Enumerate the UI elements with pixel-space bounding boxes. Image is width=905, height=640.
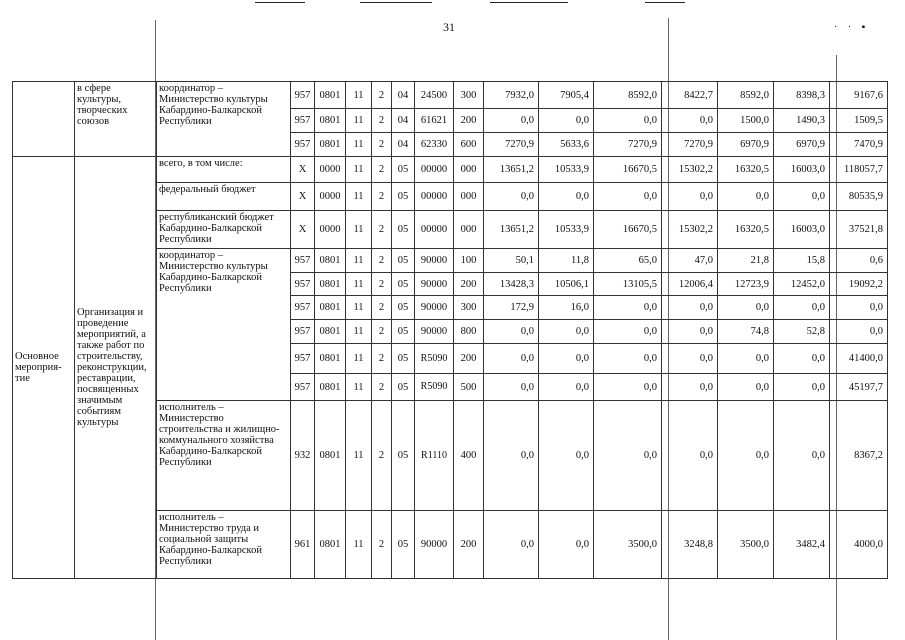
code-section: 0801 bbox=[315, 511, 346, 579]
code-section: 0801 bbox=[315, 374, 346, 401]
value-cell: 1490,3 bbox=[774, 109, 830, 133]
scan-mark: · · ▪ bbox=[834, 22, 870, 33]
executor-cell: исполнитель – Министерство строительства и жилищно-коммунального хозяйства Кабардино-Балкарской Республики bbox=[157, 401, 291, 511]
value-cell: 0,0 bbox=[662, 296, 718, 320]
executor-cell: всего, в том числе: bbox=[157, 157, 291, 183]
value-cell: 0,0 bbox=[774, 344, 830, 374]
code-event: 05 bbox=[392, 249, 415, 273]
code-event: 04 bbox=[392, 82, 415, 109]
value-cell: 21,8 bbox=[718, 249, 774, 273]
code-gov: Х bbox=[291, 157, 315, 183]
code-gov: 957 bbox=[291, 296, 315, 320]
code-section: 0801 bbox=[315, 82, 346, 109]
value-cell: 0,0 bbox=[484, 374, 539, 401]
code-event: 05 bbox=[392, 374, 415, 401]
code-section: 0801 bbox=[315, 133, 346, 157]
code-gov: 932 bbox=[291, 401, 315, 511]
value-cell: 0,0 bbox=[484, 511, 539, 579]
code-expense-type: 300 bbox=[454, 296, 484, 320]
value-cell: 0,0 bbox=[594, 183, 662, 211]
value-cell: 12006,4 bbox=[662, 273, 718, 296]
value-cell: 8367,2 bbox=[830, 401, 888, 511]
code-section: 0801 bbox=[315, 320, 346, 344]
code-event: 05 bbox=[392, 296, 415, 320]
code-gov: 957 bbox=[291, 374, 315, 401]
code-subprogram: 2 bbox=[372, 296, 392, 320]
value-cell: 0,0 bbox=[594, 401, 662, 511]
code-direction: 00000 bbox=[415, 211, 454, 249]
code-subprogram: 2 bbox=[372, 109, 392, 133]
code-gov: 957 bbox=[291, 82, 315, 109]
code-section: 0000 bbox=[315, 157, 346, 183]
executor-cell: координатор – Министерство культуры Кабардино-Балкарской Республики bbox=[157, 82, 291, 157]
value-cell: 0,0 bbox=[539, 320, 594, 344]
code-event: 05 bbox=[392, 320, 415, 344]
value-cell: 41400,0 bbox=[830, 344, 888, 374]
value-cell: 0,0 bbox=[539, 511, 594, 579]
code-gov: 957 bbox=[291, 344, 315, 374]
event-description: Организация и проведение мероприятий, а также работ по строительству, реконструкции, реставрации, посвященных значимым событиям культуры bbox=[75, 157, 157, 579]
value-cell: 0,0 bbox=[594, 320, 662, 344]
header-rule bbox=[360, 2, 432, 3]
value-cell: 15,8 bbox=[774, 249, 830, 273]
code-direction: 24500 bbox=[415, 82, 454, 109]
code-section: 0000 bbox=[315, 183, 346, 211]
code-section: 0801 bbox=[315, 273, 346, 296]
code-direction: 90000 bbox=[415, 296, 454, 320]
value-cell: 52,8 bbox=[774, 320, 830, 344]
value-cell: 0,0 bbox=[594, 109, 662, 133]
code-expense-type: 800 bbox=[454, 320, 484, 344]
value-cell: 10506,1 bbox=[539, 273, 594, 296]
value-cell: 7270,9 bbox=[662, 133, 718, 157]
value-cell: 45197,7 bbox=[830, 374, 888, 401]
value-cell: 7270,9 bbox=[484, 133, 539, 157]
row-title bbox=[13, 82, 75, 157]
code-expense-type: 400 bbox=[454, 401, 484, 511]
value-cell: 11,8 bbox=[539, 249, 594, 273]
value-cell: 16320,5 bbox=[718, 211, 774, 249]
code-direction: 00000 bbox=[415, 183, 454, 211]
code-expense-type: 000 bbox=[454, 157, 484, 183]
value-cell: 0,0 bbox=[539, 183, 594, 211]
code-direction: 00000 bbox=[415, 157, 454, 183]
code-gov: 961 bbox=[291, 511, 315, 579]
code-expense-type: 000 bbox=[454, 211, 484, 249]
table-row bbox=[13, 157, 888, 183]
value-cell: 0,0 bbox=[484, 401, 539, 511]
code-direction: 62330 bbox=[415, 133, 454, 157]
executor-cell: исполнитель – Министерство труда и социальной защиты Кабардино-Балкарской Республики bbox=[157, 511, 291, 579]
code-program: 11 bbox=[346, 157, 372, 183]
code-gov: 957 bbox=[291, 249, 315, 273]
header-rule bbox=[645, 2, 685, 3]
value-cell: 0,0 bbox=[774, 401, 830, 511]
value-cell: 65,0 bbox=[594, 249, 662, 273]
value-cell: 19092,2 bbox=[830, 273, 888, 296]
executor-cell: республиканский бюджет Кабардино-Балкарской Республики bbox=[157, 211, 291, 249]
value-cell: 3500,0 bbox=[718, 511, 774, 579]
executor-cell: координатор – Министерство культуры Кабардино-Балкарской Республики bbox=[157, 249, 291, 401]
value-cell: 15302,2 bbox=[662, 211, 718, 249]
code-expense-type: 200 bbox=[454, 511, 484, 579]
code-direction: R5090 bbox=[415, 344, 454, 374]
value-cell: 50,1 bbox=[484, 249, 539, 273]
code-section: 0801 bbox=[315, 249, 346, 273]
code-direction: 90000 bbox=[415, 320, 454, 344]
code-subprogram: 2 bbox=[372, 511, 392, 579]
value-cell: 0,0 bbox=[594, 296, 662, 320]
value-cell: 37521,8 bbox=[830, 211, 888, 249]
code-program: 11 bbox=[346, 133, 372, 157]
value-cell: 8592,0 bbox=[718, 82, 774, 109]
value-cell: 4000,0 bbox=[830, 511, 888, 579]
code-subprogram: 2 bbox=[372, 249, 392, 273]
value-cell: 0,0 bbox=[718, 401, 774, 511]
value-cell: 12723,9 bbox=[718, 273, 774, 296]
value-cell: 3248,8 bbox=[662, 511, 718, 579]
value-cell: 172,9 bbox=[484, 296, 539, 320]
code-program: 11 bbox=[346, 273, 372, 296]
code-subprogram: 2 bbox=[372, 157, 392, 183]
code-gov: 957 bbox=[291, 133, 315, 157]
code-subprogram: 2 bbox=[372, 344, 392, 374]
value-cell: 0,0 bbox=[718, 183, 774, 211]
executor-cell: федеральный бюджет bbox=[157, 183, 291, 211]
value-cell: 6970,9 bbox=[774, 133, 830, 157]
code-event: 05 bbox=[392, 273, 415, 296]
value-cell: 0,0 bbox=[774, 296, 830, 320]
code-subprogram: 2 bbox=[372, 133, 392, 157]
value-cell: 0,0 bbox=[484, 109, 539, 133]
value-cell: 0,0 bbox=[662, 109, 718, 133]
code-section: 0801 bbox=[315, 401, 346, 511]
value-cell: 0,0 bbox=[539, 374, 594, 401]
event-description: в сфере культуры, творческих союзов bbox=[75, 82, 157, 157]
value-cell: 0,0 bbox=[484, 344, 539, 374]
value-cell: 1509,5 bbox=[830, 109, 888, 133]
value-cell: 0,0 bbox=[539, 401, 594, 511]
value-cell: 5633,6 bbox=[539, 133, 594, 157]
value-cell: 3482,4 bbox=[774, 511, 830, 579]
code-program: 11 bbox=[346, 344, 372, 374]
value-cell: 0,0 bbox=[662, 183, 718, 211]
code-event: 05 bbox=[392, 183, 415, 211]
value-cell: 16003,0 bbox=[774, 157, 830, 183]
value-cell: 13651,2 bbox=[484, 157, 539, 183]
code-expense-type: 200 bbox=[454, 344, 484, 374]
code-section: 0801 bbox=[315, 296, 346, 320]
value-cell: 7932,0 bbox=[484, 82, 539, 109]
code-section: 0801 bbox=[315, 109, 346, 133]
code-event: 05 bbox=[392, 344, 415, 374]
value-cell: 0,0 bbox=[539, 109, 594, 133]
value-cell: 7905,4 bbox=[539, 82, 594, 109]
code-event: 05 bbox=[392, 511, 415, 579]
value-cell: 3500,0 bbox=[594, 511, 662, 579]
code-program: 11 bbox=[346, 211, 372, 249]
code-section: 0000 bbox=[315, 211, 346, 249]
page-number: 31 bbox=[443, 20, 455, 34]
value-cell: 15302,2 bbox=[662, 157, 718, 183]
value-cell: 0,0 bbox=[830, 320, 888, 344]
code-gov: 957 bbox=[291, 320, 315, 344]
code-direction: 90000 bbox=[415, 273, 454, 296]
header-rule bbox=[490, 2, 568, 3]
code-event: 05 bbox=[392, 157, 415, 183]
value-cell: 0,0 bbox=[662, 320, 718, 344]
code-expense-type: 600 bbox=[454, 133, 484, 157]
code-program: 11 bbox=[346, 374, 372, 401]
code-program: 11 bbox=[346, 401, 372, 511]
code-event: 04 bbox=[392, 109, 415, 133]
code-expense-type: 100 bbox=[454, 249, 484, 273]
code-program: 11 bbox=[346, 82, 372, 109]
value-cell: 0,0 bbox=[718, 344, 774, 374]
table-row bbox=[13, 82, 888, 109]
value-cell: 10533,9 bbox=[539, 211, 594, 249]
value-cell: 8422,7 bbox=[662, 82, 718, 109]
code-program: 11 bbox=[346, 296, 372, 320]
value-cell: 16003,0 bbox=[774, 211, 830, 249]
value-cell: 0,0 bbox=[774, 183, 830, 211]
code-subprogram: 2 bbox=[372, 320, 392, 344]
value-cell: 0,0 bbox=[774, 374, 830, 401]
budget-table bbox=[12, 81, 888, 579]
value-cell: 0,0 bbox=[594, 344, 662, 374]
value-cell: 16320,5 bbox=[718, 157, 774, 183]
value-cell: 10533,9 bbox=[539, 157, 594, 183]
value-cell: 6970,9 bbox=[718, 133, 774, 157]
code-gov: Х bbox=[291, 183, 315, 211]
code-program: 11 bbox=[346, 183, 372, 211]
header-rule bbox=[255, 2, 305, 3]
value-cell: 13105,5 bbox=[594, 273, 662, 296]
value-cell: 12452,0 bbox=[774, 273, 830, 296]
value-cell: 0,0 bbox=[662, 344, 718, 374]
value-cell: 8398,3 bbox=[774, 82, 830, 109]
code-direction: R1110 bbox=[415, 401, 454, 511]
code-expense-type: 300 bbox=[454, 82, 484, 109]
value-cell: 8592,0 bbox=[594, 82, 662, 109]
code-subprogram: 2 bbox=[372, 374, 392, 401]
value-cell: 7470,9 bbox=[830, 133, 888, 157]
code-subprogram: 2 bbox=[372, 183, 392, 211]
value-cell: 13428,3 bbox=[484, 273, 539, 296]
value-cell: 0,0 bbox=[484, 183, 539, 211]
value-cell: 0,0 bbox=[484, 320, 539, 344]
code-expense-type: 200 bbox=[454, 273, 484, 296]
value-cell: 16670,5 bbox=[594, 157, 662, 183]
value-cell: 0,0 bbox=[662, 401, 718, 511]
value-cell: 0,0 bbox=[662, 374, 718, 401]
code-section: 0801 bbox=[315, 344, 346, 374]
value-cell: 80535,9 bbox=[830, 183, 888, 211]
value-cell: 9167,6 bbox=[830, 82, 888, 109]
value-cell: 7270,9 bbox=[594, 133, 662, 157]
code-event: 04 bbox=[392, 133, 415, 157]
code-gov: Х bbox=[291, 211, 315, 249]
code-subprogram: 2 bbox=[372, 401, 392, 511]
value-cell: 16,0 bbox=[539, 296, 594, 320]
code-gov: 957 bbox=[291, 109, 315, 133]
value-cell: 0,0 bbox=[594, 374, 662, 401]
value-cell: 118057,7 bbox=[830, 157, 888, 183]
code-subprogram: 2 bbox=[372, 82, 392, 109]
code-expense-type: 200 bbox=[454, 109, 484, 133]
value-cell: 0,0 bbox=[718, 296, 774, 320]
code-program: 11 bbox=[346, 249, 372, 273]
code-program: 11 bbox=[346, 109, 372, 133]
value-cell: 74,8 bbox=[718, 320, 774, 344]
code-direction: R5090 bbox=[415, 374, 454, 401]
code-direction: 61621 bbox=[415, 109, 454, 133]
code-event: 05 bbox=[392, 401, 415, 511]
value-cell: 16670,5 bbox=[594, 211, 662, 249]
value-cell: 0,0 bbox=[539, 344, 594, 374]
code-expense-type: 500 bbox=[454, 374, 484, 401]
value-cell: 0,0 bbox=[830, 296, 888, 320]
value-cell: 47,0 bbox=[662, 249, 718, 273]
value-cell: 0,0 bbox=[718, 374, 774, 401]
value-cell: 0,6 bbox=[830, 249, 888, 273]
row-title: Основное мероприя-тие bbox=[13, 157, 75, 579]
code-program: 11 bbox=[346, 320, 372, 344]
code-subprogram: 2 bbox=[372, 273, 392, 296]
code-program: 11 bbox=[346, 511, 372, 579]
code-expense-type: 000 bbox=[454, 183, 484, 211]
code-direction: 90000 bbox=[415, 249, 454, 273]
code-event: 05 bbox=[392, 211, 415, 249]
value-cell: 13651,2 bbox=[484, 211, 539, 249]
code-subprogram: 2 bbox=[372, 211, 392, 249]
code-gov: 957 bbox=[291, 273, 315, 296]
value-cell: 1500,0 bbox=[718, 109, 774, 133]
code-direction: 90000 bbox=[415, 511, 454, 579]
